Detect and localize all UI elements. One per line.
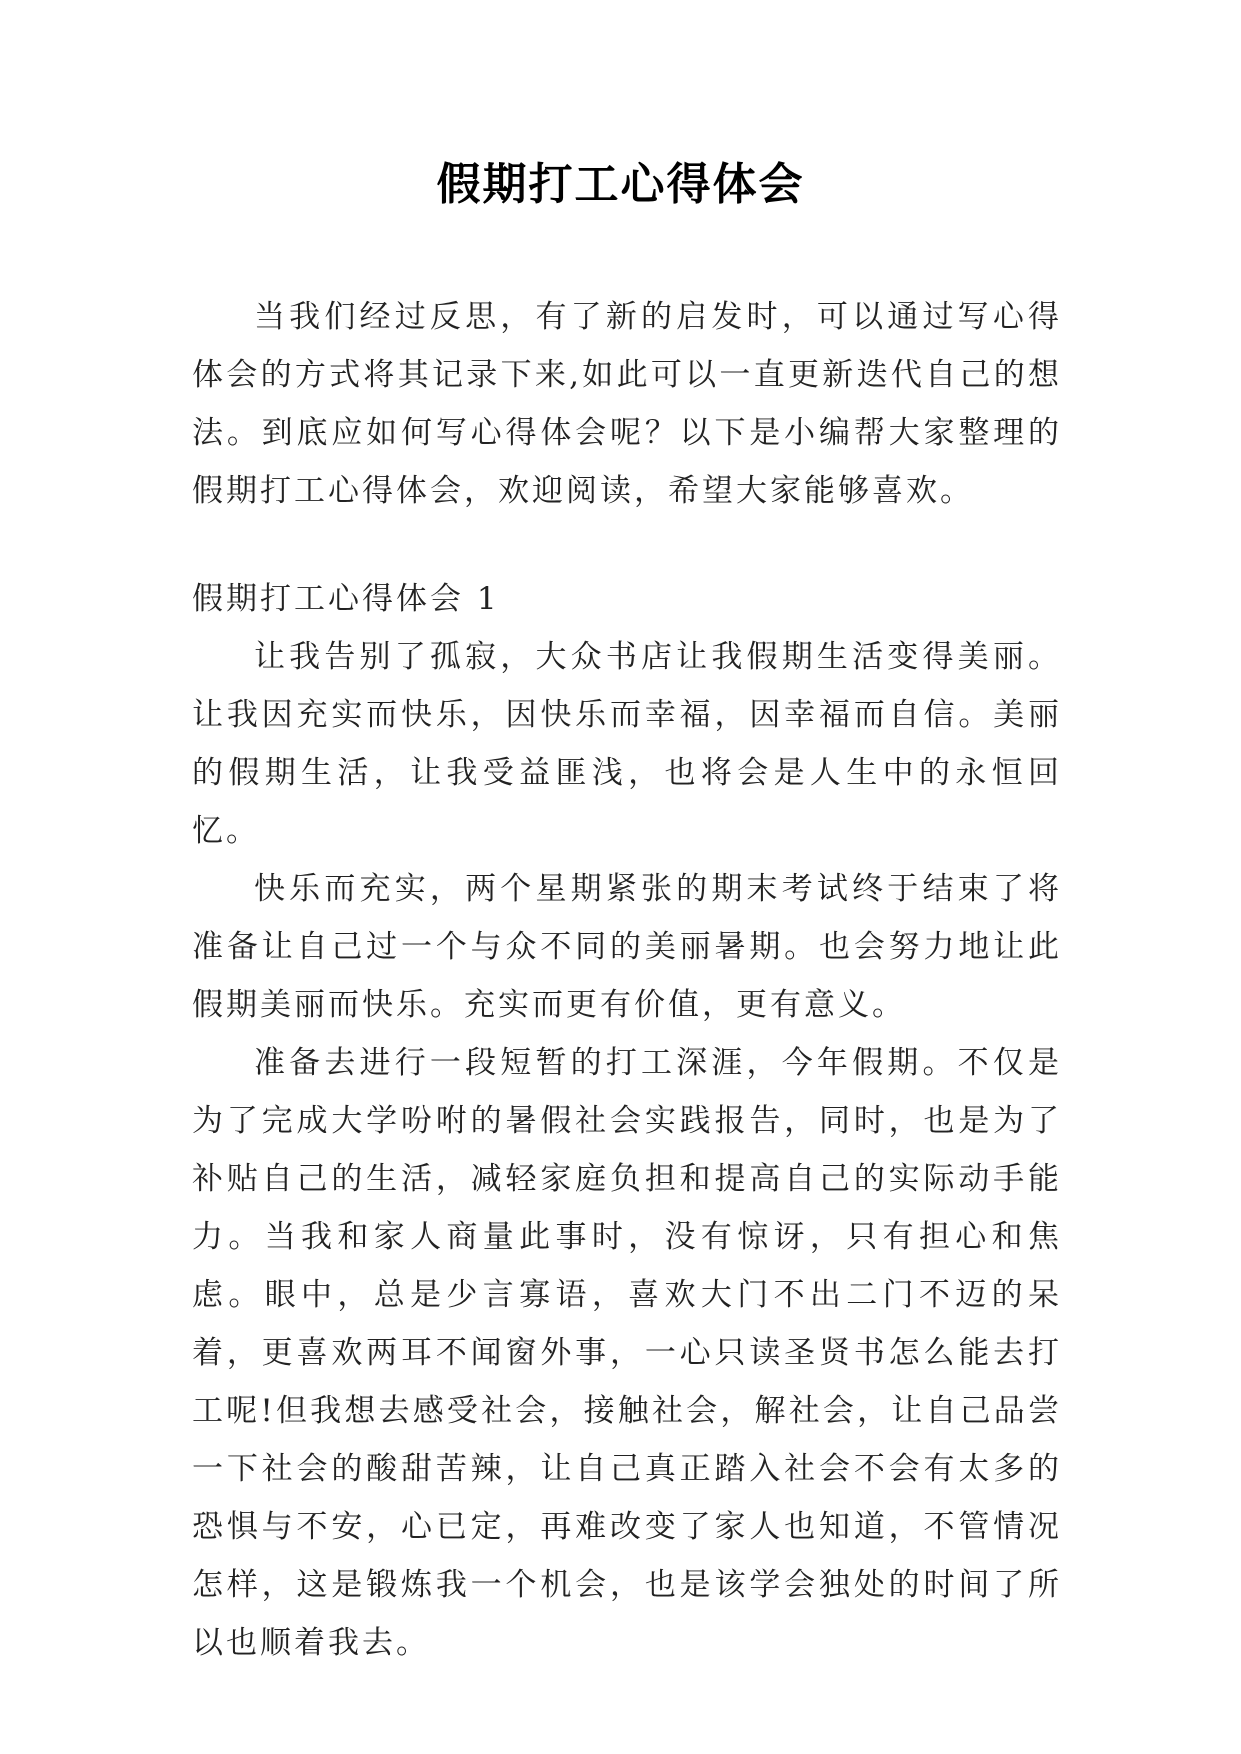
body-paragraph-2: 快乐而充实，两个星期紧张的期末考试终于结束了将准备让自己过一个与众不同的美丽暑期。也会努力地让此假期美丽而快乐。充实而更有价值，更有意义。 <box>192 871 1062 1023</box>
document-body <box>192 288 1062 1672</box>
body-paragraph-1: 让我告别了孤寂，大众书店让我假期生活变得美丽。让我因充实而快乐，因快乐而幸福，因幸福而自信。美丽的假期生活，让我受益匪浅，也将会是人生中的永恒回忆。 <box>192 639 1062 849</box>
intro-paragraph: 当我们经过反思，有了新的启发时，可以通过写心得体会的方式将其记录下来,如此可以一直更新迭代自己的想法。到底应如何写心得体会呢？以下是小编帮大家整理的假期打工心得体会，欢迎阅读，希望大家能够喜欢。 <box>192 299 1062 509</box>
section-heading: 假期打工心得体会 1 <box>192 581 500 617</box>
document-title: 假期打工心得体会 <box>436 159 805 210</box>
body-paragraph-3: 准备去进行一段短暂的打工深涯，今年假期。不仅是为了完成大学吩咐的暑假社会实践报告，同时，也是为了补贴自己的生活，减轻家庭负担和提高自己的实际动手能力。当我和家人商量此事时，没有惊讶，只有担心和焦虑。眼中，总是少言寡语，喜欢大门不出二门不迈的呆着，更喜欢两耳不闻窗外事，一心只读圣贤书怎么能去打工呢!但我想去感受社会，接触社会，解社会，让自己品尝一下社会的酸甜苦辣，让自己真正踏入社会不会有太多的恐惧与不安，心已定，再难改变了家人也知道，不管情况怎样，这是锻炼我一个机会，也是该学会独处的时间了所以也顺着我去。 <box>192 1045 1062 1661</box>
